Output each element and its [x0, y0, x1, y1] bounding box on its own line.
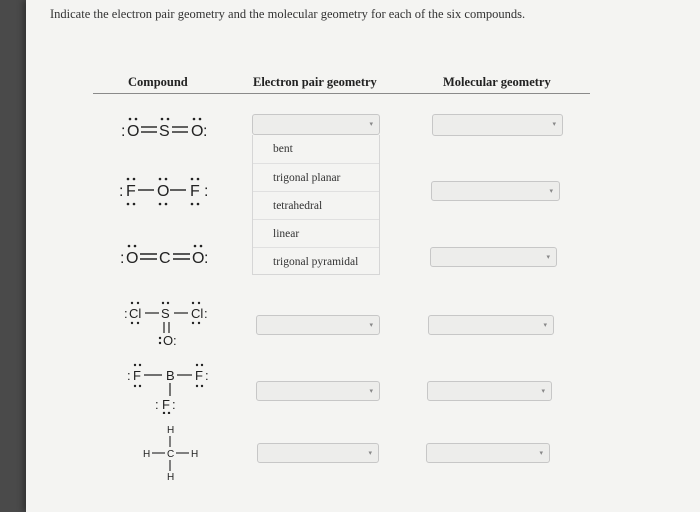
molecular-geometry-select-3[interactable]	[430, 247, 557, 267]
molecular-geometry-select-4[interactable]	[428, 315, 554, 335]
atom-o: O	[126, 250, 139, 267]
chevron-down-icon: ▾	[546, 253, 550, 261]
svg-text::: :	[127, 368, 131, 383]
option-trigonal-planar[interactable]: trigonal planar	[253, 163, 379, 191]
chevron-down-icon: ▾	[369, 120, 373, 128]
electron-geometry-select-1[interactable]	[252, 114, 380, 135]
atom-s: S	[161, 306, 170, 321]
chevron-down-icon: ▾	[552, 120, 556, 128]
atom-o: O	[191, 123, 204, 140]
molecular-geometry-select-2[interactable]	[431, 181, 560, 201]
electron-geometry-select-4[interactable]	[256, 315, 380, 335]
chevron-down-icon: ▾	[369, 321, 373, 329]
electron-geometry-select-5[interactable]	[256, 381, 380, 401]
atom-o: O	[192, 250, 205, 267]
svg-text::: :	[121, 123, 126, 140]
option-bent[interactable]: bent	[273, 143, 293, 155]
atom-h: H	[143, 449, 151, 460]
compound-socl2	[120, 300, 215, 350]
compound-ch4	[140, 422, 205, 484]
svg-text::: :	[204, 250, 209, 267]
header-compound: Compound	[128, 75, 188, 89]
compound-so2	[118, 116, 208, 144]
atom-cl: Cl	[129, 306, 142, 321]
molecular-geometry-select-6[interactable]	[426, 443, 550, 463]
option-trigonal-pyramidal[interactable]: trigonal pyramidal	[253, 247, 379, 275]
compound-of2	[118, 176, 213, 208]
chevron-down-icon: ▾	[369, 387, 373, 395]
question-text: Indicate the electron pair geometry and the molecular geometry for each of the six compounds.	[50, 7, 526, 21]
svg-text::: :	[120, 250, 125, 267]
option-linear[interactable]: linear	[253, 219, 379, 247]
compound-bf3	[125, 362, 215, 414]
chevron-down-icon: ▾	[543, 321, 547, 329]
atom-f: F	[195, 368, 203, 383]
atom-c: C	[159, 250, 171, 267]
atom-h: H	[167, 472, 175, 483]
electron-geometry-dropdown-menu	[252, 135, 380, 275]
atom-f: F	[133, 368, 141, 383]
svg-text::: :	[203, 123, 208, 140]
svg-text::: :	[205, 368, 209, 383]
molecular-geometry-select-5[interactable]	[427, 381, 552, 401]
svg-text::: :	[172, 397, 176, 412]
atom-o: O	[163, 333, 174, 348]
atom-f: F	[162, 397, 170, 412]
svg-text::: :	[119, 183, 124, 200]
atom-b: B	[166, 368, 175, 383]
atom-h: H	[167, 425, 175, 436]
header-divider	[93, 93, 590, 94]
header-molecular-geometry: Molecular geometry	[443, 75, 551, 89]
chevron-down-icon: ▾	[539, 449, 543, 457]
compound-co2	[118, 243, 210, 271]
svg-text::: :	[155, 397, 159, 412]
chevron-down-icon: ▾	[368, 449, 372, 457]
molecular-geometry-select-1[interactable]	[432, 114, 563, 136]
atom-s: S	[159, 123, 170, 140]
atom-c: C	[167, 449, 175, 460]
atom-cl: Cl	[191, 306, 204, 321]
svg-text::: :	[204, 183, 209, 200]
atom-h: H	[191, 449, 199, 460]
atom-o: O	[127, 123, 140, 140]
svg-text::: :	[204, 306, 208, 321]
option-tetrahedral[interactable]: tetrahedral	[253, 191, 379, 219]
svg-text::: :	[124, 306, 128, 321]
chevron-down-icon: ▾	[549, 187, 553, 195]
atom-o: O	[157, 183, 170, 200]
atom-f: F	[126, 183, 136, 200]
electron-geometry-select-6[interactable]	[257, 443, 379, 463]
header-electron-pair-geometry: Electron pair geometry	[253, 75, 377, 89]
chevron-down-icon: ▾	[541, 387, 545, 395]
svg-text::: :	[173, 333, 177, 348]
atom-f: F	[190, 183, 200, 200]
